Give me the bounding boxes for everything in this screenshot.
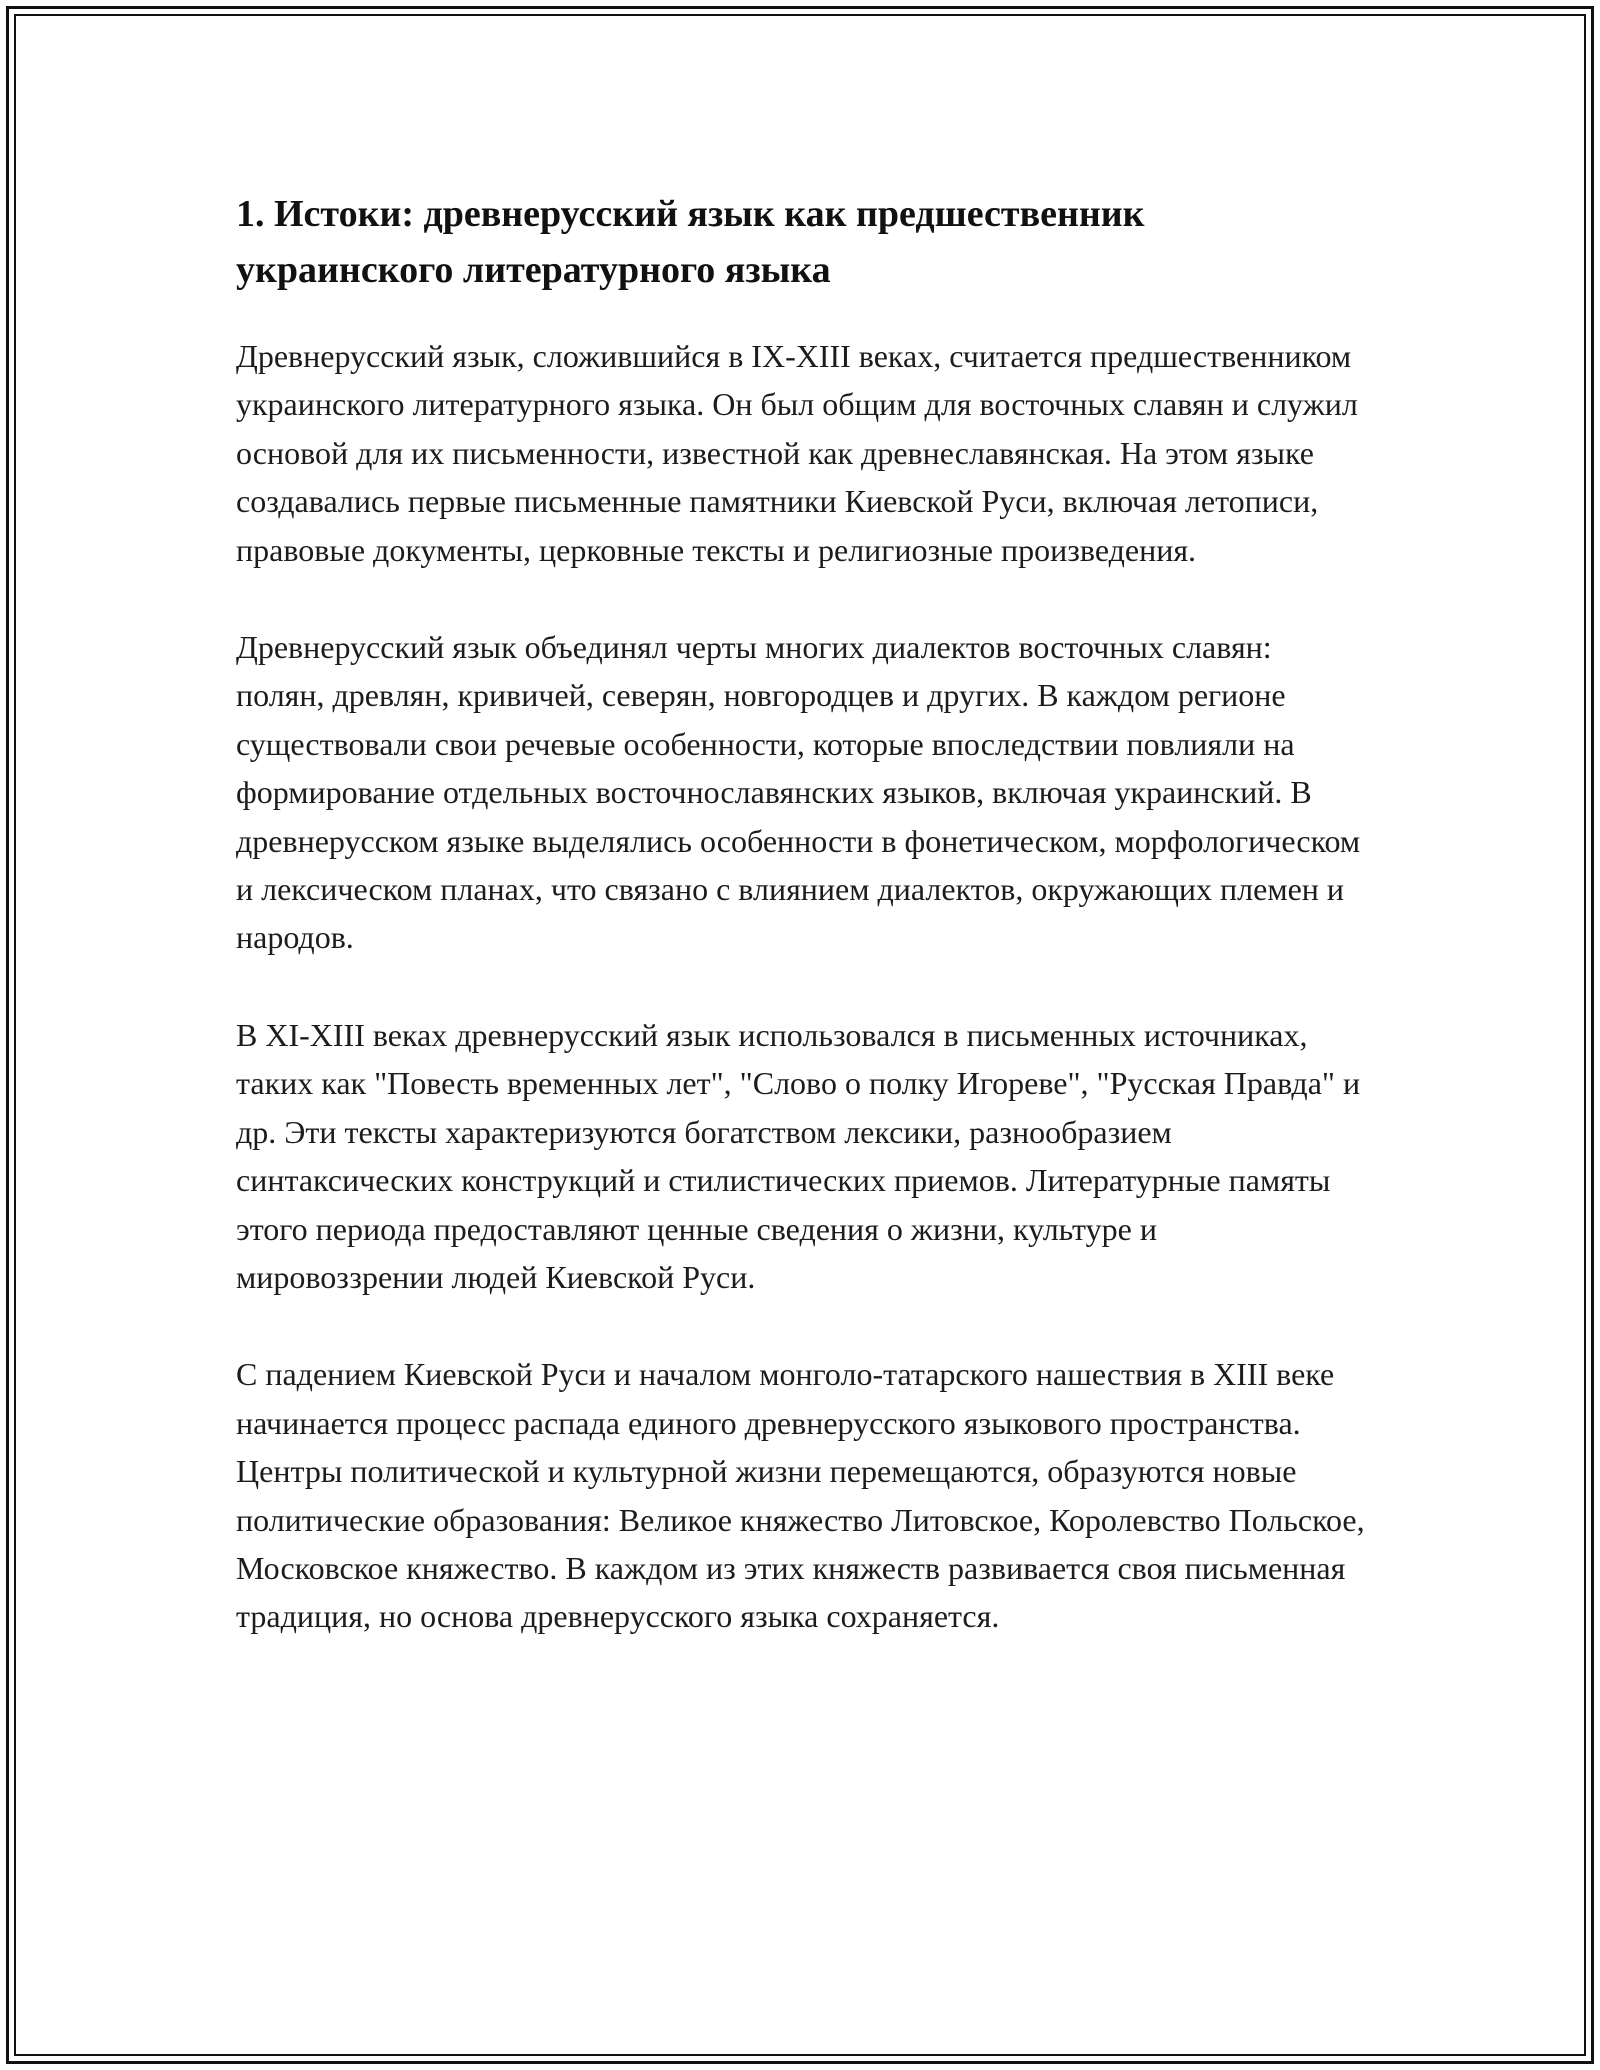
paragraph-4: С падением Киевской Руси и началом монголо-татарского нашествия в XIII веке начинается процесс распада единого древнерусского языкового пространства. Центры политической и культурной жизни перемещаются, образуются новые политические образования: Великое княжество Литовское, Королевство Польское, Московское княжество. В каждом из этих княжеств развивается своя письменная традиция, но основа древнерусского языка сохраняется.	[236, 1356, 1365, 1635]
document-body	[236, 186, 1366, 1641]
paragraph-1: Древнерусский язык, сложившийся в IX-XIII веках, считается предшественником украинского литературного языка. Он был общим для восточных славян и служил основой для их письменности, известной как древнеславянская. На этом языке создавались первые письменные памятники Киевской Руси, включая летописи, правовые документы, церковные тексты и религиозные произведения.	[236, 338, 1358, 568]
paragraph-2: Древнерусский язык объединял черты многих диалектов восточных славян: полян, древлян, кривичей, северян, новгородцев и других. В каждом регионе существовали свои речевые особенности, которые впоследствии повлияли на формирование отдельных восточнославянских языков, включая украинский. В древнерусском языке выделялись особенности в фонетическом, морфологическом и лексическом планах, что связано с влиянием диалектов, окружающих племен и народов.	[236, 629, 1361, 956]
section-heading: 1. Истоки: древнерусский язык как предшественник украинского литературного языка	[236, 193, 1145, 291]
paragraph-3: В XI-XIII веках древнерусский язык использовался в письменных источниках, таких как "Повесть временных лет", "Слово о полку Игореве", "Русская Правда" и др. Эти тексты характеризуются богатством лексики, разнообразием синтаксических конструкций и стилистических приемов. Литературные памяты этого периода предоставляют ценные сведения о жизни, культуре и мировоззрении людей Киевской Руси.	[236, 1016, 1361, 1295]
